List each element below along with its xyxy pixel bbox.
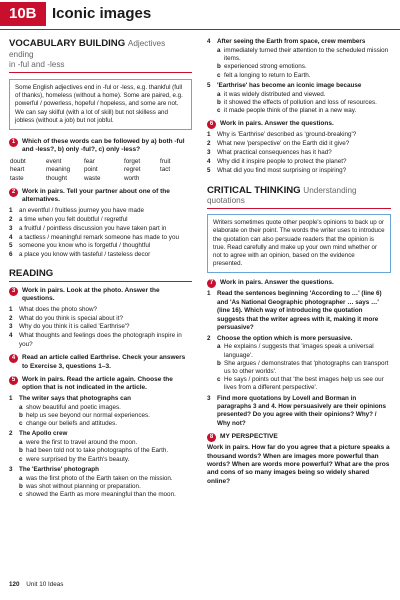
- item-text: What do you think is special about it?: [19, 314, 123, 322]
- item-text: Read the sentences beginning 'According to …' (line 6) and 'As National Geographic photographer … says …' (line 16). Which way of introducing the quotation suggests that the writer agrees with it, making it more persuasive?: [217, 290, 382, 332]
- item-number: 4: [207, 38, 211, 45]
- word: doubt: [10, 157, 26, 165]
- item-text: Choose the option which is more persuasive.: [217, 334, 353, 342]
- critical-subtitle-2: quotations: [207, 196, 245, 206]
- option-text: change our beliefs and attitudes.: [26, 420, 118, 428]
- option: [207, 63, 391, 71]
- option-letter: c: [217, 107, 221, 115]
- option: [9, 483, 192, 491]
- item-text: What does the photo show?: [19, 305, 98, 313]
- item-text: 'Earthrise' has become an iconic image because: [217, 81, 362, 89]
- exercise-number: 1: [9, 138, 18, 147]
- list-item: [9, 466, 192, 474]
- item-number: 6: [9, 251, 13, 259]
- option-text: experienced strong emotions.: [224, 63, 307, 71]
- exercise-instruction: Read an article called Earthrise. Check your answers to Exercise 3, questions 1–3.: [22, 354, 186, 370]
- option-text: show beautiful and poetic images.: [26, 403, 121, 411]
- page-footer: [9, 581, 63, 589]
- list-item: [207, 167, 391, 175]
- item-number: 3: [9, 224, 13, 232]
- word: tact: [160, 166, 171, 174]
- critical-subtitle: Understanding: [303, 186, 357, 196]
- exercise-number: 2: [9, 188, 18, 197]
- option: [207, 376, 391, 392]
- word: fruit: [160, 157, 171, 165]
- item-number: 2: [9, 215, 13, 223]
- item-text: Find more quotations by Lovell and Borman in paragraphs 3 and 4. How persuasively are their opinions presented? Do you agree with their opinions? Why? / Why not?: [217, 394, 387, 427]
- item-number: 4: [207, 157, 211, 165]
- list-item: [9, 234, 192, 242]
- list-item: [207, 38, 391, 46]
- option-letter: b: [19, 447, 23, 455]
- option: [9, 491, 192, 499]
- exercise-4: [9, 354, 192, 371]
- my-perspective-title: MY PERSPECTIVE: [220, 433, 278, 441]
- option-text: He says / points out that 'the best images help us see our lives from a different perspective'.: [224, 376, 384, 392]
- item-number: 3: [207, 149, 211, 157]
- option-letter: c: [19, 491, 23, 499]
- option-letter: c: [19, 420, 23, 428]
- exercise-number: 8: [207, 433, 216, 442]
- item-number: 1: [9, 305, 13, 313]
- vocab-subtitle: Adjectives ending: [9, 39, 166, 59]
- word: heart: [10, 166, 25, 174]
- my-perspective-text: Work in pairs. How far do you agree that a picture speaks a thousand words? When are images more powerful than words? When are words more powerful? What are the pros and cons of so many images being so widely shared online?: [207, 444, 390, 485]
- item-text: a fruitful / pointless discussion you have taken part in: [19, 224, 167, 232]
- exercise-instruction: Work in pairs. Look at the photo. Answer the questions.: [22, 286, 160, 303]
- word: waste: [84, 174, 101, 182]
- exercise-number: 5: [9, 376, 18, 385]
- exercise-6: [207, 120, 391, 175]
- exercise-items: [9, 306, 192, 350]
- list-item: [207, 149, 391, 157]
- word: taste: [10, 174, 24, 182]
- option-text: felt a longing to return to Earth.: [224, 71, 311, 79]
- item-number: 4: [9, 332, 13, 340]
- vocab-title: VOCABULARY BUILDING: [9, 38, 126, 49]
- exercise-1: [9, 138, 192, 183]
- option-text: had been told not to take photographs of the Earth.: [26, 447, 169, 455]
- exercise-number: 6: [207, 120, 216, 129]
- option-text: it was widely distributed and viewed.: [224, 90, 326, 98]
- option: [9, 447, 192, 455]
- exercise-8: [207, 433, 391, 486]
- option: [9, 404, 192, 412]
- option-text: immediately turned their attention to the scheduled mission items.: [224, 46, 389, 63]
- option-letter: a: [19, 439, 23, 447]
- option: [207, 99, 391, 107]
- list-item: [9, 395, 192, 403]
- option: [9, 456, 192, 464]
- list-item: [207, 290, 391, 332]
- item-number: 3: [9, 465, 13, 473]
- item-text: The 'Earthrise' photograph: [19, 465, 99, 473]
- vocab-subtitle-2: in -ful and -less: [9, 60, 65, 69]
- item-number: 2: [9, 430, 13, 438]
- exercise-3: [9, 287, 192, 349]
- option-letter: a: [19, 474, 23, 482]
- item-text: What thoughts and feelings does the photograph inspire in you?: [19, 332, 182, 348]
- option-letter: b: [217, 63, 221, 71]
- item-text: someone you know who is forgetful / thoughtful: [19, 242, 151, 250]
- item-number: 2: [207, 334, 211, 342]
- item-text: Why is 'Earthrise' described as 'ground-breaking'?: [217, 131, 357, 139]
- option-text: She argues / demonstrates that 'photographs can transport us to other worlds'.: [224, 359, 389, 376]
- option-letter: a: [217, 90, 221, 98]
- exercise-items: [9, 395, 192, 500]
- item-text: The Apollo crew: [19, 430, 68, 438]
- list-item: [9, 207, 192, 215]
- critical-info-box: Writers sometimes quote other people's opinions to back up or elaborate on their point. The words the writer uses to introduce the quotation can also persuade readers that the opinion is true. Read carefully and make up your own mind whether or not to agree with an opinion, based on the evidence presented.: [207, 214, 391, 273]
- vocab-info-box: Some English adjectives end in -ful or -less, e.g. thankful (full of thanks), homeless (without a home). Some are paired, e.g. powerful / powerless, hopeful / hopeless, and some are not. We can say skilful (with a lot of skill) but not skilless and jobless (without a job) but not jobful.: [9, 79, 192, 130]
- list-item: [9, 332, 192, 349]
- list-item: [9, 306, 192, 314]
- item-number: 2: [9, 314, 13, 322]
- item-number: 5: [207, 166, 211, 174]
- option: [207, 107, 391, 115]
- exercise-instruction: Work in pairs. Read the article again. Choose the option that is not indicated in the article.: [22, 375, 173, 392]
- section-divider: [207, 208, 391, 209]
- list-item: [9, 315, 192, 323]
- exercise-number: 3: [9, 287, 18, 296]
- option-text: was the first photo of the Earth taken on the mission.: [26, 474, 173, 482]
- list-item: [9, 430, 192, 438]
- item-number: 5: [9, 242, 13, 250]
- option-letter: b: [217, 98, 221, 106]
- item-text: What did you find most surprising or inspiring?: [217, 166, 347, 174]
- option-text: He explains / suggests that 'images speak a universal language'.: [224, 343, 374, 359]
- item-text: a tactless / meaningful remark someone has made to you: [19, 233, 179, 241]
- page-header: [0, 0, 400, 30]
- option: [207, 91, 391, 99]
- exercise-instruction: Which of these words can be followed by a) both -ful and -less?, b) only -ful?, c) only -less?: [22, 138, 185, 154]
- header-divider: [0, 29, 400, 30]
- unit-label: Unit 10 Ideas: [26, 581, 64, 588]
- item-text: an eventful / fruitless journey you have made: [19, 206, 144, 214]
- exercise-5-continued: [207, 38, 391, 115]
- word: point: [84, 166, 98, 174]
- exercise-items: [9, 207, 192, 260]
- list-item: [207, 131, 391, 139]
- list-item: [9, 323, 192, 331]
- option-text: help us see beyond our normal experiences.: [26, 411, 150, 419]
- item-number: 3: [9, 323, 13, 331]
- item-number: 1: [9, 206, 13, 214]
- right-column: [207, 36, 391, 486]
- lesson-title: Iconic images: [52, 5, 152, 22]
- exercise-instruction: Work in pairs. Tell your partner about one of the alternatives.: [22, 188, 170, 204]
- option-letter: a: [217, 46, 221, 54]
- item-text: a time when you felt doubtful / regretful: [19, 215, 128, 223]
- list-item: [207, 395, 391, 429]
- item-number: 1: [9, 394, 13, 402]
- option-letter: b: [19, 482, 23, 490]
- item-number: 3: [207, 394, 211, 402]
- item-text: a place you know with tasteful / tasteless decor: [19, 251, 151, 259]
- item-number: 2: [207, 140, 211, 148]
- option-letter: c: [217, 71, 221, 79]
- option-text: were the first to travel around the moon.: [26, 439, 138, 447]
- vocab-section-heading: [9, 38, 192, 60]
- item-text: What new 'perspective' on the Earth did it give?: [217, 140, 350, 148]
- word: fear: [84, 157, 95, 165]
- exercise-2: [9, 188, 192, 260]
- option: [207, 47, 391, 63]
- item-text: Why do you think it is called 'Earthrise'?: [19, 323, 130, 331]
- left-column: [9, 38, 192, 499]
- word-grid: [10, 158, 192, 183]
- exercise-items: [207, 131, 391, 175]
- word: thought: [46, 174, 68, 182]
- page-number: 120: [9, 581, 20, 588]
- option: [9, 420, 192, 428]
- list-item: [9, 216, 192, 224]
- option-letter: a: [19, 403, 23, 411]
- option: [9, 412, 192, 420]
- list-item: [207, 82, 391, 90]
- item-number: 1: [207, 290, 211, 298]
- exercise-instruction: Work in pairs. Answer the questions.: [220, 120, 334, 128]
- exercise-items: [207, 290, 391, 428]
- list-item: [9, 225, 192, 233]
- exercise-number: 4: [9, 354, 18, 363]
- section-divider: [9, 72, 192, 73]
- section-divider: [9, 281, 192, 282]
- item-number: 4: [9, 233, 13, 241]
- exercise-5: [9, 376, 192, 499]
- option: [207, 72, 391, 80]
- option-letter: b: [19, 411, 23, 419]
- option-text: it showed the effects of pollution and loss of resources.: [224, 98, 377, 106]
- item-number: 1: [207, 131, 211, 139]
- option: [207, 360, 391, 376]
- item-text: After seeing the Earth from space, crew members: [217, 38, 366, 45]
- word: meaning: [46, 166, 71, 174]
- exercise-instruction: Work in pairs. Answer the questions.: [220, 279, 334, 287]
- item-text: The writer says that photographs can: [19, 394, 131, 402]
- word: forget: [124, 157, 141, 165]
- list-item: [207, 158, 391, 166]
- option-text: were surprised by the Earth's beauty.: [26, 455, 130, 463]
- item-number: 5: [207, 81, 211, 89]
- list-item: [207, 140, 391, 148]
- option: [9, 439, 192, 447]
- option: [9, 475, 192, 483]
- critical-section-heading: [207, 185, 391, 196]
- option-text: was shot without planning or preparation.: [26, 482, 141, 490]
- critical-title: CRITICAL THINKING: [207, 185, 301, 197]
- option-letter: a: [217, 343, 221, 351]
- option-text: showed the Earth as more meaningful than the moon.: [26, 491, 176, 499]
- option-text: it made people think of the planet in a new way.: [224, 107, 357, 115]
- lesson-code: 10B: [0, 2, 46, 26]
- item-text: What practical consequences has it had?: [217, 149, 332, 157]
- list-item: [9, 242, 192, 250]
- list-item: [9, 251, 192, 259]
- reading-heading: READING: [9, 267, 54, 279]
- option-letter: c: [217, 376, 221, 384]
- item-text: Why did it inspire people to protect the planet?: [217, 157, 347, 165]
- word: regret: [124, 166, 141, 174]
- exercise-7: [207, 279, 391, 428]
- word: worth: [124, 174, 140, 182]
- option: [207, 343, 391, 359]
- exercise-number: 7: [207, 279, 216, 288]
- option-letter: b: [217, 359, 221, 367]
- list-item: [207, 335, 391, 343]
- word: event: [46, 157, 62, 165]
- option-letter: c: [19, 455, 23, 463]
